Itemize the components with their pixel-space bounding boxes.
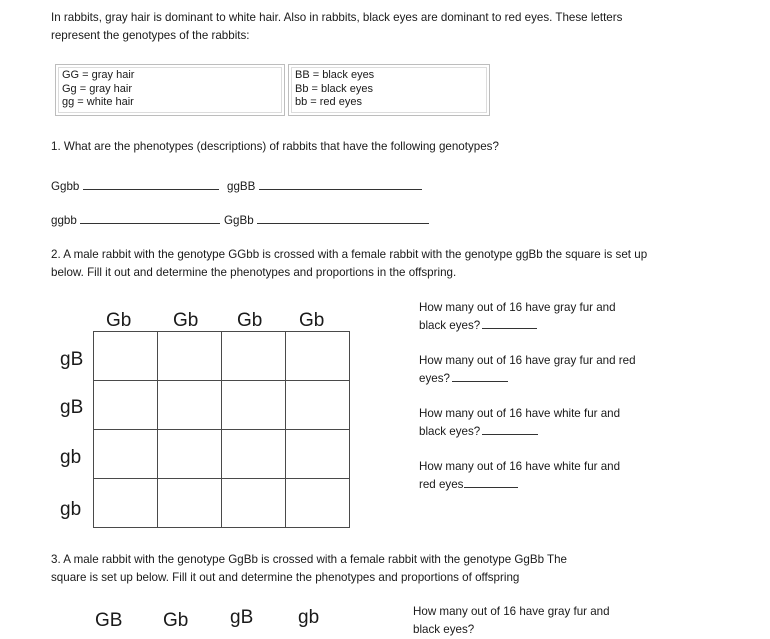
punnett-cell[interactable] xyxy=(158,332,222,381)
q3-prompt xyxy=(51,551,567,586)
q3-prompt-line-2: square is set up below. Fill it out and determine the phenotypes and proportions of offspring xyxy=(51,570,520,584)
legend-eyes-bb-mixed: Bb = black eyes xyxy=(295,82,373,95)
answer-blank[interactable] xyxy=(482,423,538,435)
punnett-cell[interactable] xyxy=(286,381,350,430)
punnett-row xyxy=(94,479,350,528)
q1-answer-blank[interactable] xyxy=(259,178,422,190)
question-line-1: How many out of 16 have gray fur and red xyxy=(419,354,636,367)
punnett-cell[interactable] xyxy=(222,479,286,528)
punnett1-col-header: Gb xyxy=(299,310,325,331)
punnett-cell[interactable] xyxy=(158,381,222,430)
punnett-cell[interactable] xyxy=(158,430,222,479)
legend-hair-gg-mixed: Gg = gray hair xyxy=(62,82,133,95)
eye-genotype-legend xyxy=(288,64,490,116)
punnett-cell[interactable] xyxy=(94,430,158,479)
q3-prompt-line-1: 3. A male rabbit with the genotype GgBb is crossed with a female rabbit with the genotype GgBb The xyxy=(51,553,568,566)
punnett-cell[interactable] xyxy=(222,332,286,381)
punnett2-col-header: gB xyxy=(230,607,254,628)
q2-question-white-red xyxy=(419,458,620,494)
legend-hair-gg-lower: gg = white hair xyxy=(62,96,134,108)
question-line-1: How many out of 16 have white fur and xyxy=(419,460,621,473)
q1-item-ggBB xyxy=(227,178,422,193)
punnett1-row-header: gb xyxy=(60,499,82,520)
question-line-1: How many out of 16 have gray fur and xyxy=(419,301,616,314)
punnett1-col-header: Gb xyxy=(106,310,132,331)
punnett-row xyxy=(94,430,350,479)
intro-line-1: In rabbits, gray hair is dominant to white hair. Also in rabbits, black eyes are dominant to red eyes. These letters xyxy=(51,11,623,24)
q2-prompt-line-2: below. Fill it out and determine the phenotypes and proportions in the offspring. xyxy=(51,265,457,279)
intro-line-2: represent the genotypes of the rabbits: xyxy=(51,28,250,42)
q2-prompt-line-1: 2. A male rabbit with the genotype GGbb is crossed with a female rabbit with the genotype ggBb the square is set up xyxy=(51,248,648,261)
q1-item-GgBb xyxy=(224,212,429,227)
punnett-row xyxy=(94,381,350,430)
q2-prompt xyxy=(51,246,647,281)
q1-answer-blank[interactable] xyxy=(83,178,219,190)
q1-genotype-label: ggbb xyxy=(51,214,77,227)
q2-question-white-black xyxy=(419,405,620,441)
punnett1-col-header: Gb xyxy=(173,310,199,331)
answer-blank[interactable] xyxy=(452,370,508,382)
q1-item-ggbb-2 xyxy=(51,212,220,227)
punnett1-row-header: gB xyxy=(60,397,84,418)
punnett1-row-header: gb xyxy=(60,447,82,468)
q1-genotype-label: Ggbb xyxy=(51,180,80,193)
q1-item-ggbb-1 xyxy=(51,178,219,193)
question-line-2: red eyes xyxy=(419,478,464,491)
q2-question-gray-black xyxy=(419,299,616,335)
intro-paragraph xyxy=(51,9,622,44)
q1-prompt: 1. What are the phenotypes (descriptions) of rabbits that have the following genotypes? xyxy=(51,140,499,153)
punnett2-col-header: gb xyxy=(298,607,320,628)
punnett-cell[interactable] xyxy=(286,479,350,528)
punnett-cell[interactable] xyxy=(286,430,350,479)
answer-blank[interactable] xyxy=(464,476,518,488)
answer-blank[interactable] xyxy=(482,317,537,329)
punnett1-row-header: gB xyxy=(60,349,84,370)
punnett-cell[interactable] xyxy=(286,332,350,381)
punnett2-col-header: GB xyxy=(95,610,123,631)
punnett-cell[interactable] xyxy=(94,332,158,381)
hair-genotype-legend xyxy=(55,64,285,116)
question-line-2: black eyes? xyxy=(419,319,481,332)
q1-answer-blank[interactable] xyxy=(257,212,429,224)
legend-eyes-bb-upper: BB = black eyes xyxy=(295,69,375,81)
q1-genotype-label: GgBb xyxy=(224,214,254,227)
legend-eyes-bb-lower: bb = red eyes xyxy=(295,96,362,108)
punnett-cell[interactable] xyxy=(222,430,286,479)
question-line-2: eyes? xyxy=(419,372,450,385)
question-line-2: black eyes? xyxy=(413,623,475,636)
punnett-cell[interactable] xyxy=(158,479,222,528)
punnett-row xyxy=(94,332,350,381)
q2-question-gray-red xyxy=(419,352,636,388)
punnett-cell[interactable] xyxy=(94,381,158,430)
punnett-cell[interactable] xyxy=(94,479,158,528)
legend-hair-gg-upper: GG = gray hair xyxy=(62,69,135,81)
question-line-1: How many out of 16 have gray fur and xyxy=(413,605,610,618)
question-line-1: How many out of 16 have white fur and xyxy=(419,407,621,420)
punnett-square-1 xyxy=(93,331,350,528)
q1-genotype-label: ggBB xyxy=(227,180,256,193)
question-line-2: black eyes? xyxy=(419,425,481,438)
punnett-cell[interactable] xyxy=(222,381,286,430)
q3-question-gray-black xyxy=(413,603,610,639)
punnett2-col-header: Gb xyxy=(163,610,189,631)
punnett1-col-header: Gb xyxy=(237,310,263,331)
q1-answer-blank[interactable] xyxy=(80,212,220,224)
